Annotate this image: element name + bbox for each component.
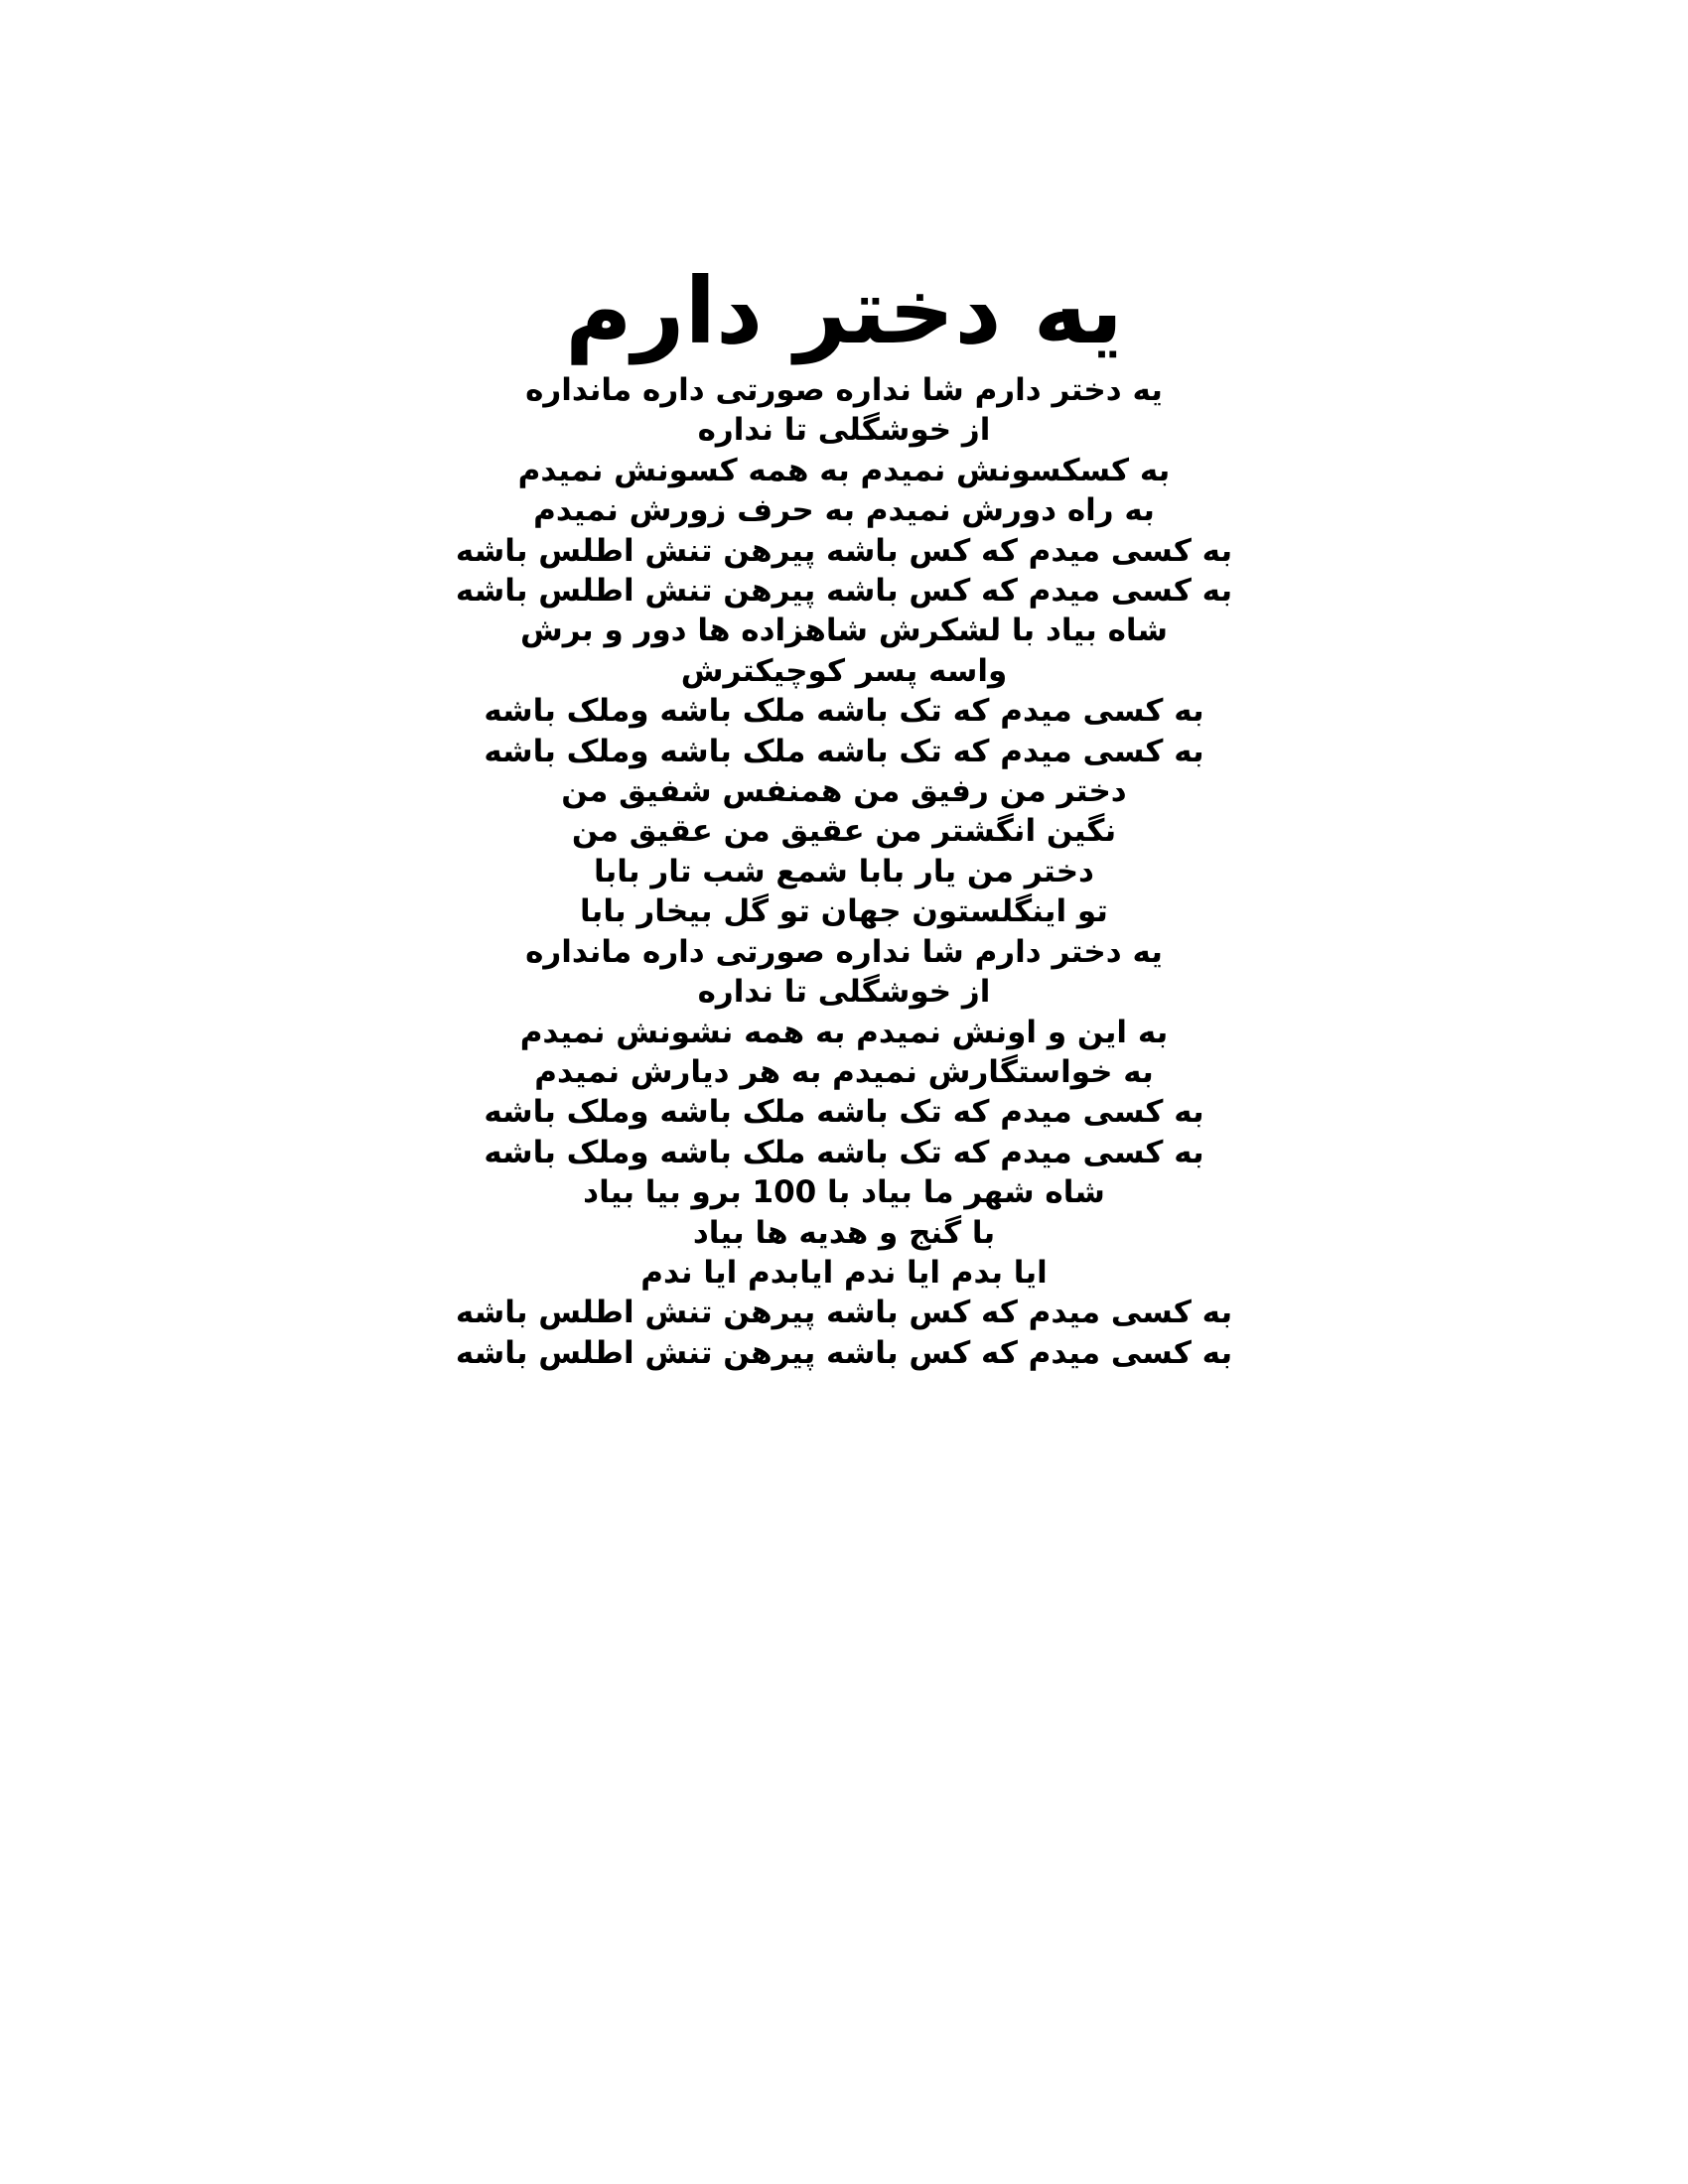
poem-line: با گنج و هدیه ها بیاد	[692, 1214, 996, 1251]
poem-line: یه دختر دارم شا نداره صورتی داره ماندارە	[525, 933, 1163, 970]
poem-title: یه دختر دارم	[565, 258, 1123, 364]
poem-line: به کسی میدم که تک باشه ملک باشه وملک باشه	[484, 1094, 1204, 1131]
poem-line: به راه دورش نمیدم به حرف زورش نمیدم	[533, 492, 1155, 529]
poem-line: واسه پسر کوچیکترش	[680, 652, 1008, 689]
poem-line: شاه بیاد با لشکرش شاهزاده ها دور و برش	[519, 613, 1169, 649]
poem	[298, 253, 1390, 1373]
poem-line: به کسی میدم که تک باشه ملک باشه وملک باشه	[484, 1134, 1204, 1170]
poem-line: به کسی میدم که کس باشه پیرهن تنش اطلس باشه	[455, 1295, 1233, 1331]
poem-line: به کسی میدم که تک باشه ملک باشه وملک باشه	[484, 693, 1204, 730]
poem-line: از خوشگلی تا نداره	[697, 412, 991, 449]
poem-line: یه دختر دارم شا نداره صورتی داره ماندارە	[525, 372, 1163, 408]
poem-line: به کسی میدم که کس باشه پیرهن تنش اطلس باشه	[455, 532, 1233, 569]
poem-line: به کسی میدم که کس باشه پیرهن تنش اطلس باشه	[455, 573, 1233, 610]
poem-line: از خوشگلی تا نداره	[697, 974, 991, 1011]
poem-line: به کسکسونش نمیدم به همه کسونش نمیدم	[517, 452, 1171, 488]
poem-line: دختر من رفیق من همنفس شفیق من	[561, 773, 1127, 810]
poem-line: شاه شهر ما بیاد با 100 برو بیا بیاد	[583, 1174, 1105, 1211]
poem-line: به خواستگارش نمیدم به هر دیارش نمیدم	[534, 1053, 1154, 1090]
poem-line: به کسی میدم که تک باشه ملک باشه وملک باشه	[484, 733, 1204, 769]
poem-line: به کسی میدم که کس باشه پیرهن تنش اطلس باشه	[455, 1334, 1233, 1371]
poem-line: ایا بدم ایا ندم ایابدم ایا ندم	[640, 1254, 1048, 1291]
poem-line: تو اینگلستون جهان تو گل بیخار بابا	[580, 893, 1108, 930]
poem-line: دختر من یار بابا شمع شب تار بابا	[594, 853, 1094, 889]
poem-lines	[298, 370, 1390, 1373]
poem-line: به این و اونش نمیدم به همه نشونش نمیدم	[519, 1014, 1169, 1050]
poem-line: نگین انگشتر من عقیق من عقیق من	[571, 813, 1117, 850]
